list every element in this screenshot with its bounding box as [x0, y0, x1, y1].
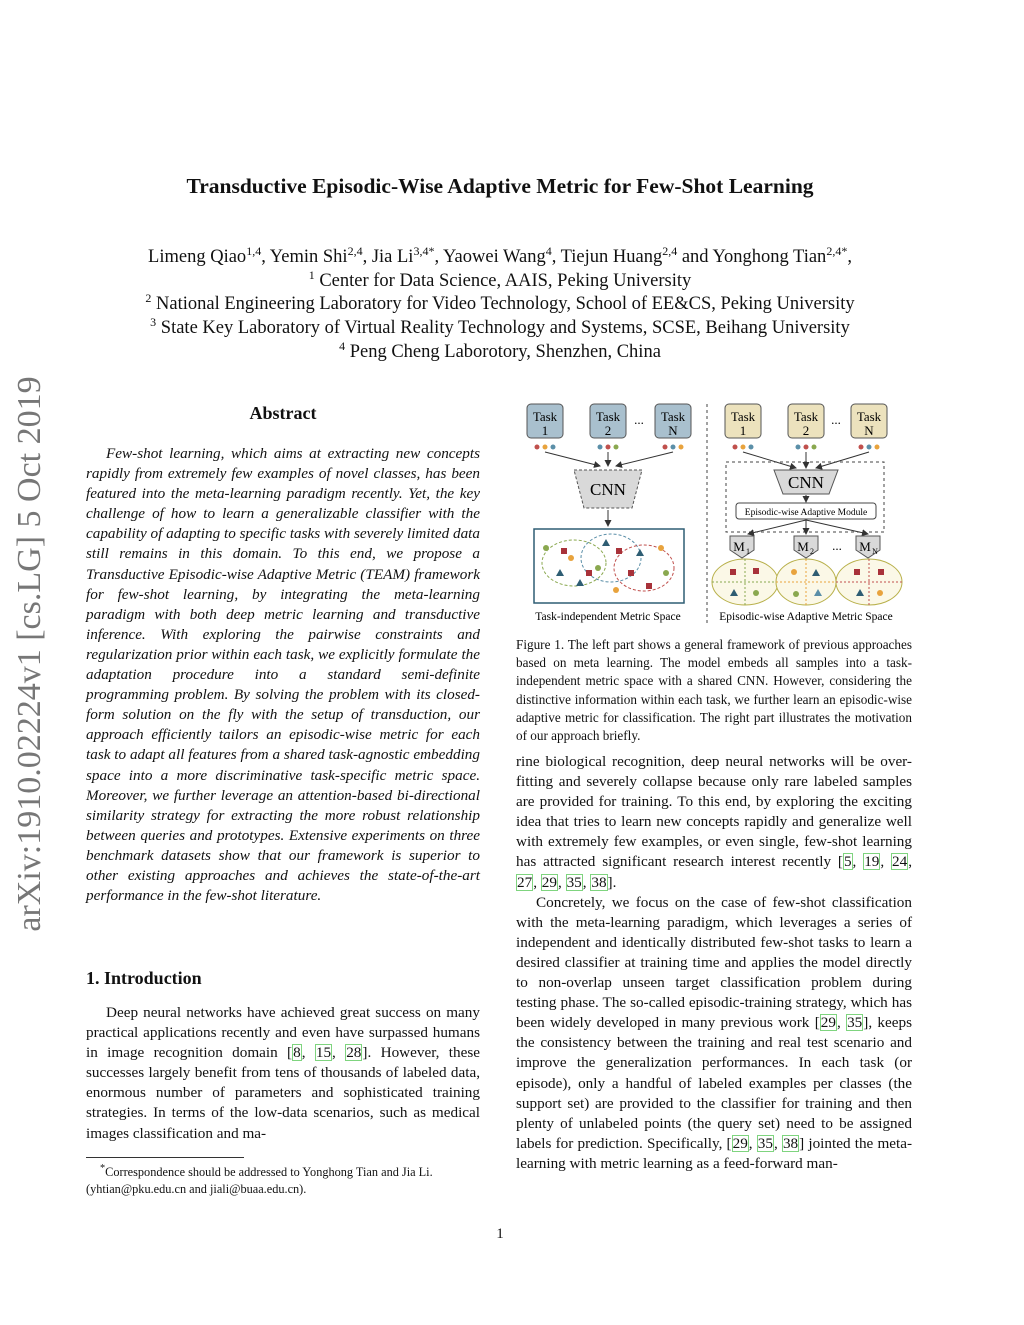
- left-task-1-num: 1: [541, 423, 549, 438]
- affiliation-1: $^1$ Center for Data Science, AAIS, Peking University: [308, 268, 692, 292]
- page-number: 1: [496, 1226, 504, 1242]
- svg-text:Task: Task: [856, 409, 882, 424]
- svg-text:Task: Task: [793, 409, 819, 424]
- author-name: Yaowei Wang: [443, 247, 546, 268]
- right-cnn-label: CNN: [788, 473, 824, 492]
- footnote-rule: [86, 1157, 244, 1158]
- citation-link[interactable]: 27: [517, 873, 533, 891]
- author-affiliation-sup: 3,4*: [413, 244, 435, 258]
- left-metric-space: [534, 529, 684, 603]
- svg-text:1: 1: [739, 423, 747, 438]
- intro-paragraph-1-continued: rine biological recognition, deep neural networks will be over-fitting and severely collapse because only rare labeled samples are provided for training. To this end, by exploring the exciting idea that tries to learn new concepts rapidly and generalize well with extremely few examples, or even single, few-shot learning has attracted significant research interest recently [5, 19, 24, 27, 29, 35, 38].: [516, 753, 912, 891]
- introduction-heading: 1. Introduction: [86, 968, 202, 988]
- right-ellipsis: ...: [831, 412, 841, 427]
- svg-text:N: N: [668, 423, 678, 438]
- svg-text:2: 2: [604, 423, 612, 438]
- right-space-label: Episodic-wise Adaptive Metric Space: [719, 611, 893, 623]
- left-ellipsis: ...: [634, 412, 644, 427]
- right-task-1: [725, 404, 761, 438]
- author-name: Jia Li: [371, 247, 414, 268]
- author-name: Tiejun Huang: [560, 247, 663, 268]
- svg-text:Task: Task: [730, 409, 756, 424]
- left-task-1: [527, 404, 563, 438]
- citation-link[interactable]: 28: [346, 1044, 362, 1062]
- author-affiliation-sup: 4: [545, 244, 552, 258]
- citation-link[interactable]: 19: [864, 853, 880, 871]
- affiliation-2: $^2$ National Engineering Laboratory for Video Technology, School of EE&CS, Peking University: [145, 291, 855, 315]
- adaptive-space-1: [712, 559, 778, 605]
- adaptive-space-2: [776, 559, 836, 605]
- left-task-samples: [535, 445, 684, 450]
- right-task-n: [851, 404, 887, 438]
- figure-1-diagram: [516, 398, 914, 630]
- citation-link[interactable]: 29: [541, 873, 557, 891]
- metric-m2: [794, 536, 818, 558]
- citation-link[interactable]: 35: [566, 873, 582, 891]
- metric-mn: [856, 536, 880, 558]
- svg-text:2: 2: [802, 423, 810, 438]
- svg-text:M: M: [733, 539, 745, 554]
- svg-text:N: N: [872, 547, 878, 556]
- svg-text:...: ...: [832, 538, 842, 553]
- left-cnn-label: CNN: [590, 480, 626, 499]
- metric-m1: [730, 536, 754, 558]
- svg-text:M: M: [797, 539, 809, 554]
- left-task-1-label: Task: [532, 409, 558, 424]
- author-list: Limeng Qiao$^{1,4}$, Yemin Shi$^{2,4}$, Jia $Li^{3,4*}$, Yaowei Wang$^4$, Tiejun Huang$^{2,4}$ and Yonghong Tian$^{2,4*}$,: [148, 244, 852, 268]
- module-label: Episodic-wise Adaptive Module: [744, 508, 868, 518]
- svg-text:M: M: [859, 539, 871, 554]
- citation-link[interactable]: 5: [843, 853, 852, 871]
- author-affiliation-sup: 2,4: [662, 244, 678, 258]
- author-name: Limeng Qiao: [148, 247, 247, 268]
- citation-link[interactable]: 29: [820, 1014, 836, 1032]
- intro-paragraph-2: Concretely, we focus on the case of few-shot classification with the meta-learning paradigm, which leverages a series of independent and identically distributed few-shot tasks to learn a desired classifier at training time and applies the model directly to non-overlap unseen target classification problem during testing phase. The so-called episodic-training strategy, which has been widely developed in many previous work [29, 35], keeps the consistency between the training and real test scenario and improve the generalization performances. In each task (or episode), only a handful of labeled examples per classes (the support set) are provided to the classifier for training and then plenty of unlabeled points (the query set) need to be assigned labels for prediction. Specifically, [29, 35, 38] jointed the meta-learning with metric learning as a feed-forward man-: [516, 893, 913, 1172]
- right-task-samples: [733, 445, 880, 450]
- affiliation-3: $^3$ State Key Laboratory of Virtual Reality Technology and Systems, SCSE, Beihang University: [150, 315, 850, 339]
- author-name: Yemin Shi: [269, 247, 348, 268]
- svg-text:N: N: [864, 423, 874, 438]
- citation-link[interactable]: 15: [315, 1044, 332, 1062]
- author-affiliation-sup: 2,4: [347, 244, 363, 258]
- footnote: *Correspondence should be addressed to Yonghong Tian and Jia Li. (yhtian@pku.edu.cn and jiali@buaa.edu.cn).: [86, 1163, 433, 1197]
- left-cnn: [574, 470, 642, 508]
- left-space-label: Task-independent Metric Space: [535, 611, 681, 623]
- right-cnn: [774, 470, 838, 494]
- right-task-2: [788, 404, 824, 438]
- svg-text:Task: Task: [660, 409, 686, 424]
- citation-link[interactable]: 29: [732, 1134, 748, 1152]
- episodic-adaptive-module: [736, 503, 876, 519]
- affiliation-4: $^4$ Peng Cheng Laborotory, Shenzhen, China: [339, 339, 661, 363]
- intro-paragraph-1: Deep neural networks have achieved great success on many practical applications recently and even have surpassed humans in image recognition domain [8, 15, 28]. However, these successes largely benefit from tens of thousands of labeled data, enormous number of parameters and sophisticated training strategies. In terms of the low-data scenarios, such as medical images classification and ma-: [86, 1004, 481, 1142]
- paper-title: Transductive Episodic-Wise Adaptive Metric for Few-Shot Learning: [186, 174, 814, 198]
- intro-right-column: [516, 752, 912, 1174]
- citation-link[interactable]: 35: [847, 1014, 863, 1032]
- author-affiliation-sup: 2,4*: [826, 244, 848, 258]
- abstract-heading: Abstract: [249, 403, 317, 423]
- figure-1-caption: Figure 1. The left part shows a general framework of previous approaches based on meta learning. The model embeds all samples into a task-independent metric space with a shared CNN. However, considering the distinctive information within each task, we further learn an episodic-wise adaptive metric for classification. The right part illustrates the motivation of our approach briefly.: [516, 637, 912, 744]
- svg-text:2: 2: [810, 547, 814, 556]
- adaptive-space-n: [836, 559, 902, 605]
- svg-text:1: 1: [746, 547, 750, 556]
- arxiv-identifier: arXiv:1910.02224v1 [cs.LG] 5 Oct 2019: [11, 376, 48, 932]
- author-affiliation-sup: 1,4: [246, 244, 262, 258]
- abstract-body: Few-shot learning, which aims at extracting new concepts rapidly from extremely few examples of novel classes, has been featured into the meta-learning paradigm recently. Yet, the key challenge of how to learn a generalizable classifier with the capability of adapting to specific tasks with severely limited data still remains in this domain. To this end, we propose a Transductive Episodic-wise Adaptive Metric (TEAM) framework for few-shot learning, by integrating the meta-learning paradigm with both deep metric learning and transductive inference. With exploring the pairwise constraints and regularization prior within each task, we explicitly formulate the adaptation procedure into a standard semi-definite programming problem. By solving the problem with its closed-form solution on the fly with the setup of transduction, our approach efficiently tailors an episodic-wise metric for each task to adapt all features from a shared task-agnostic embedding space into a more discriminative task-specific metric space. Moreover, we further leverage an attention-based bi-directional similarity strategy for extracting the more robust relationship between queries and prototypes. Extensive experiments on three benchmark datasets show that our framework is superior to other existing approaches and achieves the state-of-the-art performance in the few-shot literature.: [86, 445, 480, 905]
- left-task-2: [590, 404, 626, 438]
- citation-link[interactable]: 38: [591, 873, 607, 891]
- citation-link[interactable]: 8: [293, 1044, 301, 1062]
- citation-link[interactable]: 24: [892, 853, 908, 871]
- author-name: Yonghong Tian: [712, 247, 827, 268]
- svg-text:Task: Task: [595, 409, 621, 424]
- citation-link[interactable]: 35: [757, 1134, 773, 1152]
- citation-link[interactable]: 38: [782, 1134, 799, 1152]
- left-task-n: [655, 404, 691, 438]
